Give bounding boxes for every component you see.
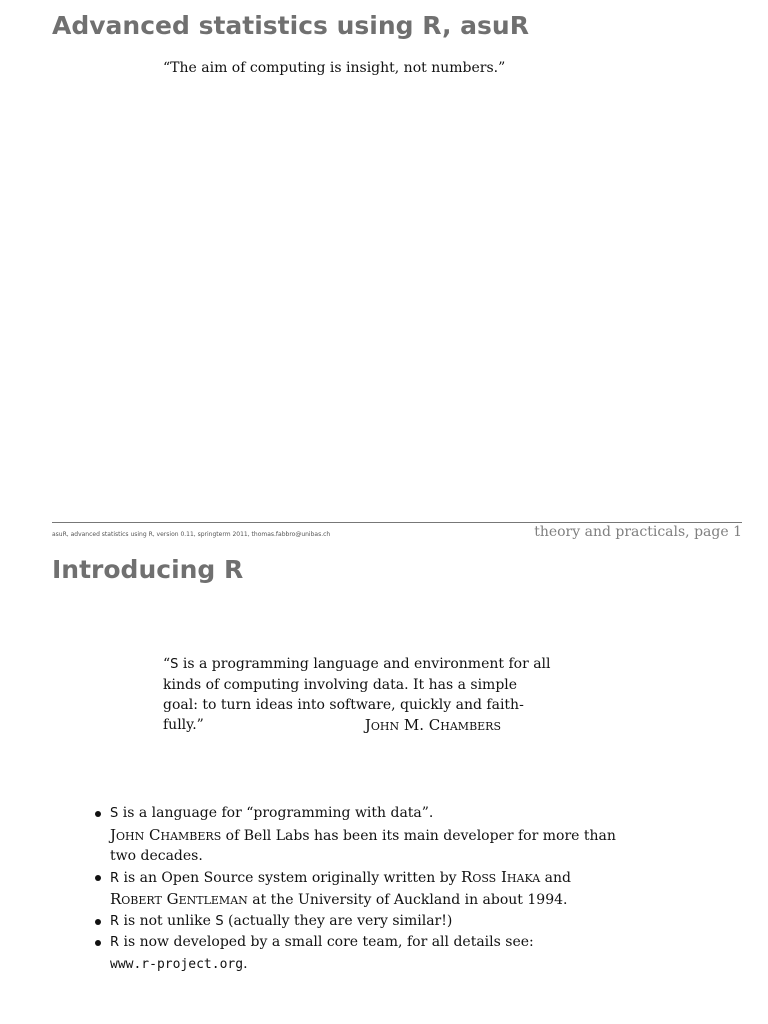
quote-line: goal: to turn ideas into software, quickly and faith- (163, 697, 524, 713)
list-item: R is an Open Source system originally written by Ross Ihaka and Robert Gentleman at the University of Auckland in about 1994. (92, 867, 622, 911)
page-number-label: theory and practicals, page 1 (534, 524, 742, 540)
list-item: R is now developed by a small core team, for all details see: www.r-project.org. (92, 932, 622, 975)
bullet-icon (95, 811, 101, 817)
page-title: Advanced statistics using R, asuR (52, 11, 529, 40)
bullet-icon (95, 940, 101, 946)
list-item: R is not unlike S (actually they are very similar!) (92, 911, 622, 933)
quote-line: fully.” John M. Chambers (163, 716, 501, 734)
footer-info: asuR, advanced statistics using R, version 0.11, springterm 2011, thomas.fabbro@unibas.ch (52, 531, 331, 538)
quote-line: kinds of computing involving data. It has a simple (163, 677, 518, 693)
code-s: S (170, 657, 179, 672)
bullet-icon (95, 919, 101, 925)
person-name: Robert Gentleman (110, 890, 248, 908)
person-name: John Chambers (110, 825, 222, 844)
bullet-icon (95, 875, 101, 881)
quote-line: “S is a programming language and environment for all (163, 656, 551, 672)
section-title: Introducing R (52, 555, 244, 584)
person-name: Ross Ihaka (461, 867, 541, 886)
list-item: S is a language for “programming with data”. John Chambers of Bell Labs has been its main developer for more than two decades. (92, 803, 622, 867)
chambers-quote (163, 654, 551, 735)
url-link[interactable]: www.r-project.org (110, 956, 244, 972)
footer-divider (52, 522, 742, 523)
quote-author: John M. Chambers (364, 716, 501, 734)
epigraph-quote: “The aim of computing is insight, not numbers.” (163, 60, 506, 76)
bullet-list (92, 803, 622, 975)
